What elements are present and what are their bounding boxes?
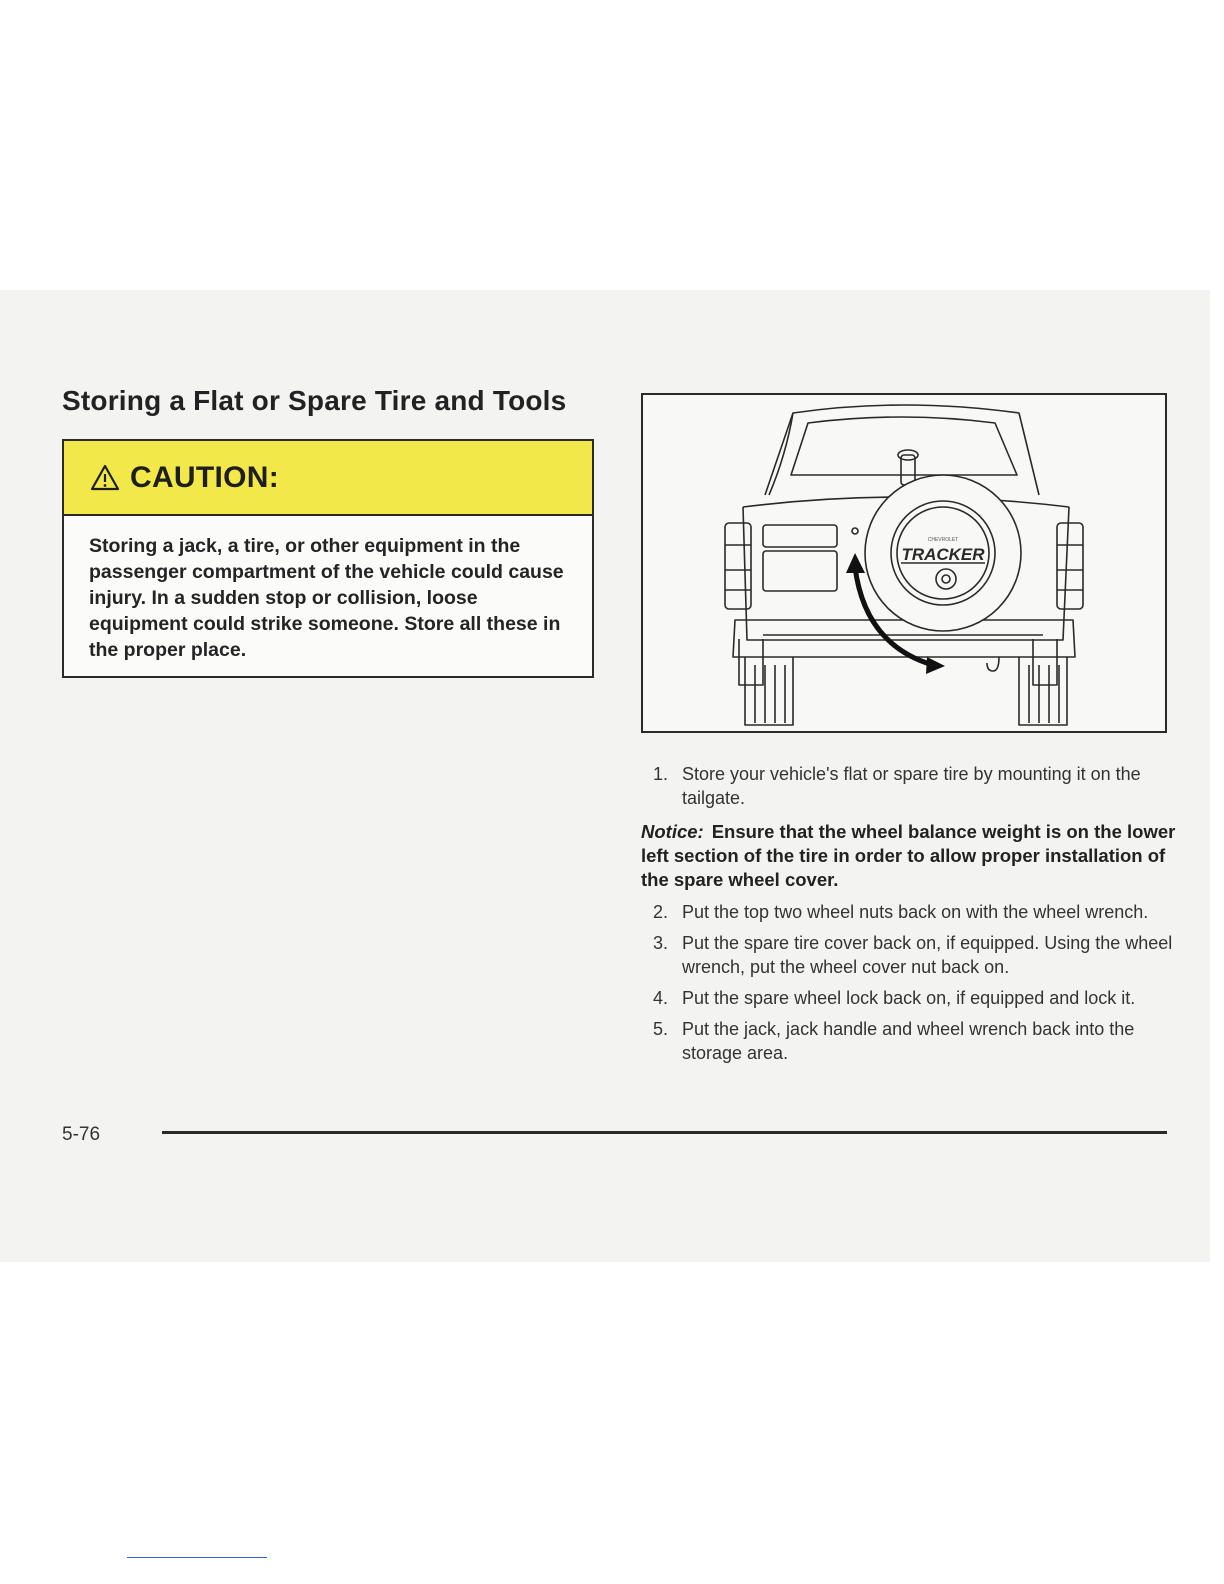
section-title: Storing a Flat or Spare Tire and Tools xyxy=(62,385,567,416)
caution-label: CAUTION: xyxy=(130,460,280,494)
list-item: 2. Put the top two wheel nuts back on with the wheel wrench. xyxy=(653,902,1149,922)
notice-label: Notice: xyxy=(641,821,704,842)
vehicle-rear-illustration xyxy=(641,393,1167,733)
page-number: 5-76 xyxy=(62,1124,101,1145)
badge-small-text: CHEVROLET xyxy=(927,537,959,543)
badge-text: TRACKER xyxy=(901,545,985,564)
footer-rule xyxy=(162,1131,1167,1134)
step-text: Put the top two wheel nuts back on with the wheel wrench. xyxy=(682,902,1149,922)
tailgate-spare-tire-drawing xyxy=(643,395,1165,731)
notice-paragraph xyxy=(641,820,1185,892)
instruction-list xyxy=(641,762,1185,1065)
step-text: Put the spare tire cover back on, if equipped. Using the wheel wrench, put the wheel cover nut back on. xyxy=(682,933,1173,977)
footer-link-underline[interactable] xyxy=(127,1557,267,1558)
caution-header xyxy=(64,441,592,516)
step-text: Put the jack, jack handle and wheel wrench back into the storage area. xyxy=(682,1019,1135,1063)
list-item: 5. Put the jack, jack handle and wheel wrench back into the storage area. xyxy=(653,1019,1135,1063)
list-item: 4. Put the spare wheel lock back on, if equipped and lock it. xyxy=(653,988,1136,1008)
warning-triangle-icon xyxy=(90,464,120,491)
caution-box xyxy=(62,439,594,678)
step-text: Put the spare wheel lock back on, if equipped and lock it. xyxy=(682,988,1136,1008)
list-item: 1. Store your vehicle's flat or spare tire by mounting it on the tailgate. xyxy=(653,764,1141,808)
caution-text: Storing a jack, a tire, or other equipment in the passenger compartment of the vehicle could cause injury. In a sudden stop or collision, loose equipment could strike someone. Store all these in the proper place. xyxy=(89,535,564,661)
step-text: Store your vehicle's flat or spare tire by mounting it on the tailgate. xyxy=(682,764,1141,808)
list-item: 3. Put the spare tire cover back on, if equipped. Using the wheel wrench, put the wheel cover nut back on. xyxy=(653,933,1173,977)
notice-text: Ensure that the wheel balance weight is on the lower left section of the tire in order to allow proper installation of the spare wheel cover. xyxy=(641,821,1176,890)
